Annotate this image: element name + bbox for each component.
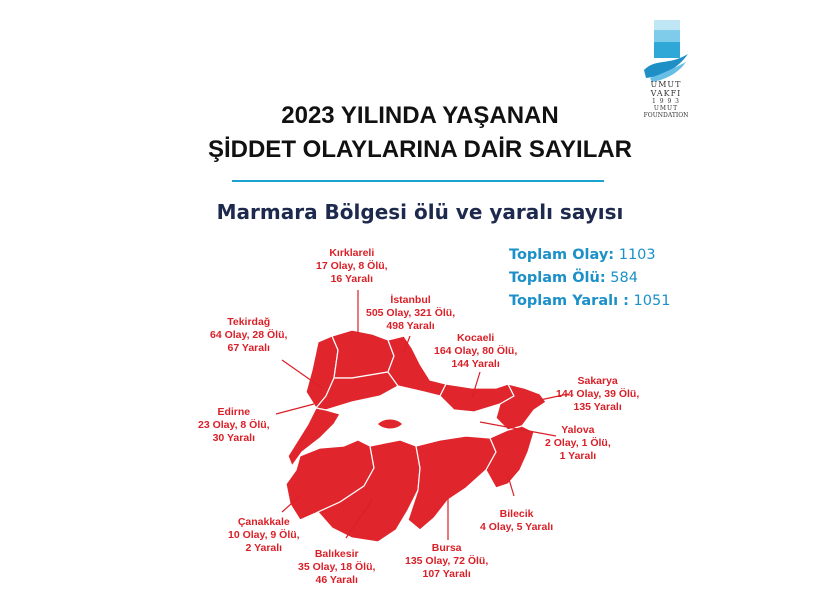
province-name: Balıkesir (314, 548, 359, 560)
province-stats: 67 Yaralı (227, 342, 270, 354)
province-name: Bursa (431, 542, 462, 554)
map-subtitle: Marmara Bölgesi ölü ve yaralı sayısı (216, 200, 624, 224)
label-bursa (405, 542, 488, 581)
province-name: Yalova (561, 424, 595, 436)
province-stats: 2 Olay, 1 Ölü, (545, 437, 611, 449)
total-deaths-value: 584 (610, 270, 638, 286)
province-name: Sakarya (577, 375, 618, 387)
province-stats: 64 Olay, 28 Ölü, (210, 329, 288, 341)
logo-line: VAKFI (650, 89, 682, 98)
leader-edirne (276, 404, 314, 414)
logo-line: FOUNDATION (643, 112, 689, 119)
logo-line: UMUT (653, 105, 679, 112)
province-stats: 46 Yaralı (315, 574, 358, 586)
province-stats: 144 Yaralı (451, 358, 500, 370)
province-stats: 164 Olay, 80 Ölü, (434, 345, 518, 357)
label-istanbul (366, 294, 455, 333)
label-edirne (198, 406, 270, 445)
province-stats: 2 Yaralı (245, 542, 283, 554)
province-name: Kırklareli (329, 247, 375, 259)
label-kirklareli (316, 247, 388, 286)
province-stats: 1 Yaralı (559, 450, 597, 462)
province-name: Kocaeli (456, 332, 495, 344)
province-stats: 505 Olay, 321 Ölü, (366, 307, 456, 319)
province-stats: 17 Olay, 8 Ölü, (316, 260, 388, 272)
province-stats: 4 Olay, 5 Yaralı (480, 521, 554, 533)
province-stats: 16 Yaralı (330, 273, 374, 285)
logo-line: UMUT (650, 80, 682, 89)
region-kirklareli (332, 330, 394, 378)
region-bilecik (486, 426, 534, 488)
province-name: Tekirdağ (227, 316, 271, 328)
province-stats: 23 Olay, 8 Ölü, (198, 419, 270, 431)
label-bilecik (480, 508, 553, 534)
total-events-label: Toplam Olay: (509, 247, 615, 263)
label-canakkale (228, 516, 300, 555)
label-yalova (545, 424, 611, 463)
province-stats: 135 Olay, 72 Ölü, (405, 555, 489, 567)
total-injured-label: Toplam Yaralı : (509, 293, 629, 309)
label-tekirdag (210, 316, 287, 355)
province-stats: 107 Yaralı (422, 568, 471, 580)
label-balikesir (298, 548, 375, 587)
province-stats: 30 Yaralı (212, 432, 256, 444)
province-stats: 35 Olay, 18 Ölü, (298, 561, 376, 573)
province-name: Çanakkale (237, 516, 290, 528)
logo-line: 1 9 9 3 (652, 98, 680, 105)
province-stats: 498 Yaralı (386, 320, 435, 332)
page-title-line-1: 2023 YILINDA YAŞANAN (281, 102, 559, 129)
province-name: Edirne (217, 406, 251, 418)
province-name: İstanbul (390, 294, 431, 306)
label-sakarya (556, 375, 639, 414)
province-stats: 135 Yaralı (573, 401, 622, 413)
label-kocaeli (434, 332, 517, 371)
page-title-line-2: ŞİDDET OLAYLARINA DAİR SAYILAR (207, 136, 633, 163)
total-deaths-label: Toplam Ölü: (509, 270, 606, 286)
province-stats: 10 Olay, 9 Ölü, (228, 529, 300, 541)
total-events-value: 1103 (618, 247, 656, 263)
province-stats: 144 Olay, 39 Ölü, (556, 388, 640, 400)
province-name: Bilecik (499, 508, 534, 520)
total-injured-value: 1051 (633, 293, 671, 309)
